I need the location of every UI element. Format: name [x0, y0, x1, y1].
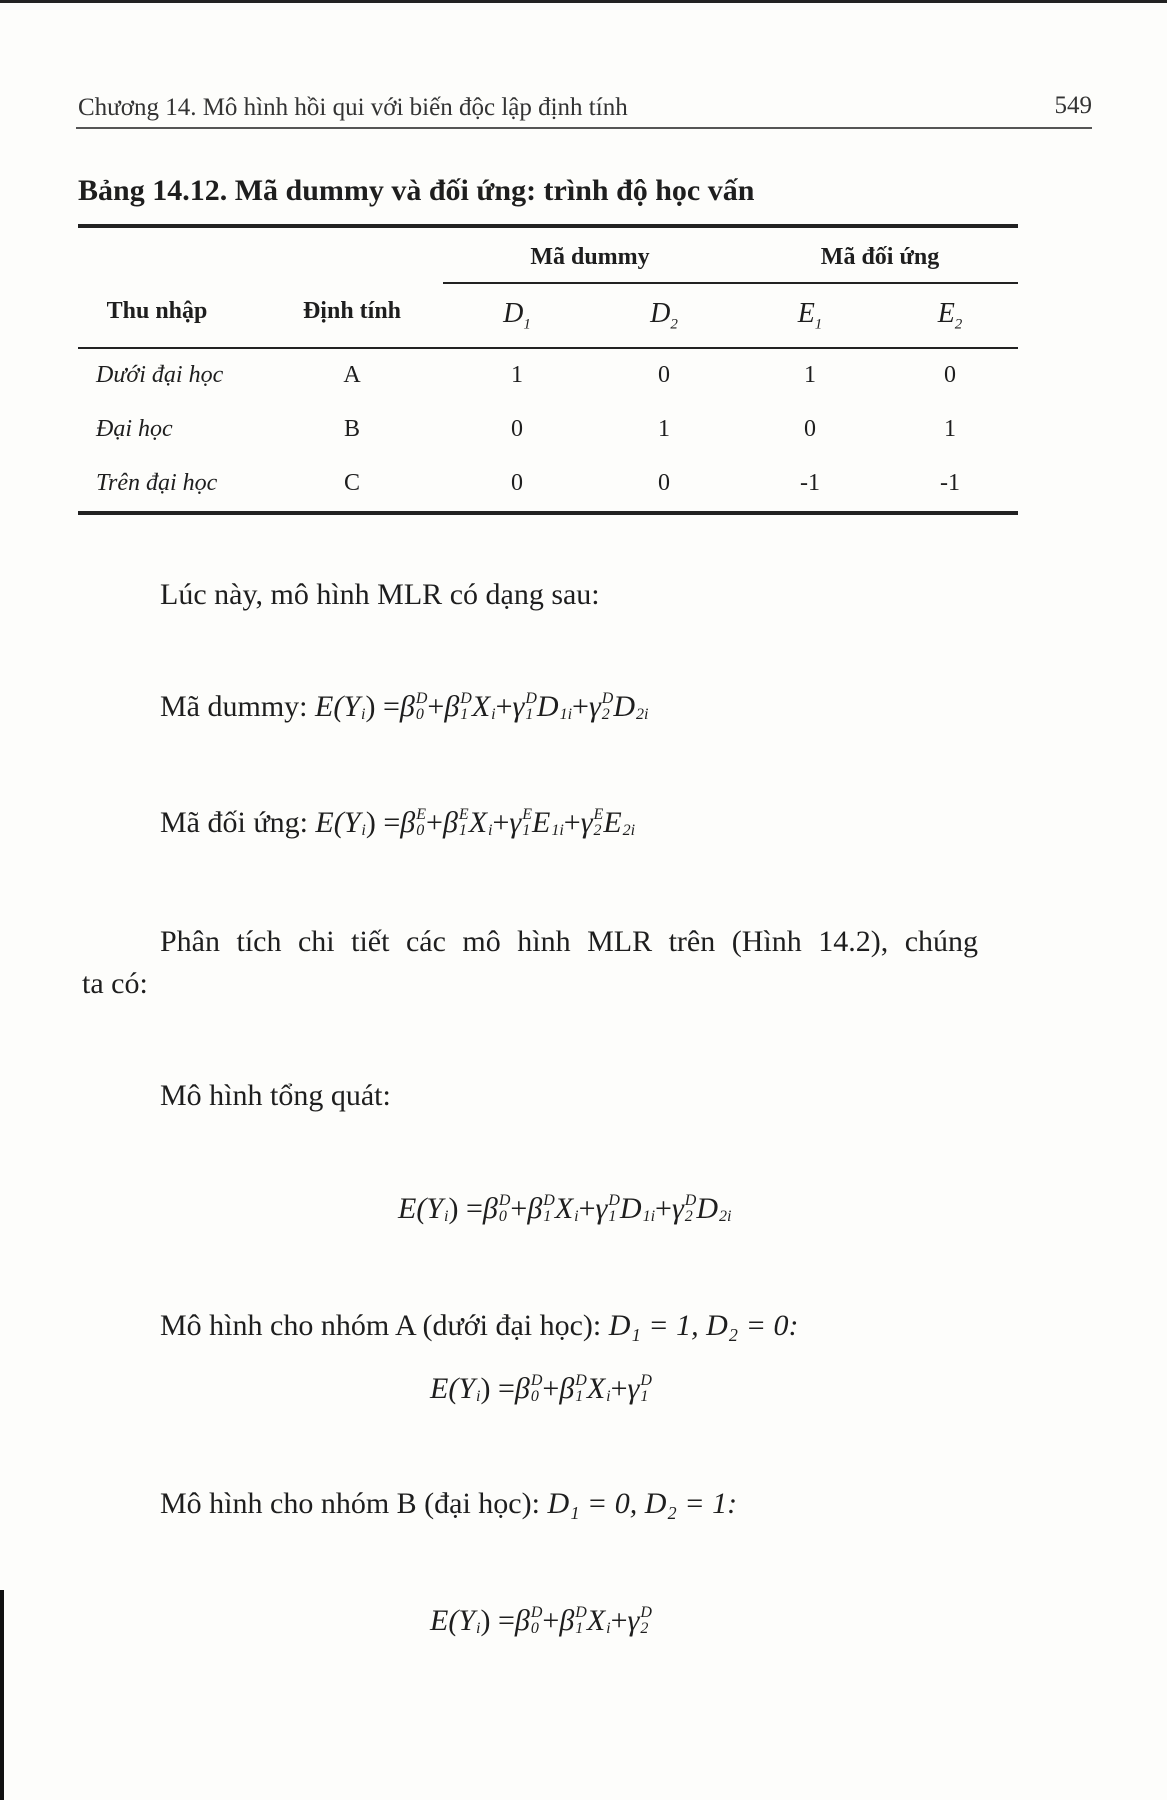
- term-base: γ: [627, 1372, 640, 1405]
- term-base: +: [426, 806, 443, 839]
- group-header-contrast: Mã đối ứng: [820, 244, 940, 270]
- table-cell: 0: [658, 470, 670, 496]
- term-base: X: [471, 690, 491, 723]
- formula-term: [515, 1372, 543, 1406]
- subscript: 1: [522, 822, 531, 839]
- term-base: E(Y: [315, 690, 360, 723]
- intro-text: Lúc này, mô hình MLR có dạng sau:: [160, 578, 600, 611]
- formula-term: [581, 806, 604, 840]
- term-base: E(Y: [430, 1372, 475, 1405]
- table-cell: 1: [511, 362, 523, 388]
- col-header-d2: $D_2$: [650, 298, 678, 333]
- term-base: γ: [595, 1192, 608, 1225]
- table-cell: -1: [940, 470, 960, 496]
- superscript: [643, 1193, 655, 1209]
- formula-term: [448, 1192, 482, 1226]
- subscript: 2i: [719, 1208, 732, 1225]
- superscript: E: [416, 806, 427, 823]
- formula-term: [555, 1192, 579, 1226]
- term-base: β: [514, 1604, 530, 1637]
- formula-term: [587, 1604, 611, 1638]
- table-top-rule: [78, 224, 1018, 228]
- superscript: [636, 691, 648, 707]
- formula-term: [444, 690, 472, 724]
- subscript: 0: [416, 822, 425, 839]
- table-bottom-rule: [78, 511, 1018, 515]
- subscript: 0: [530, 1620, 539, 1637]
- formula-term: [579, 1192, 596, 1226]
- table-cell: 0: [658, 362, 670, 388]
- superscript: D: [498, 1192, 511, 1209]
- formula-contrast: [315, 806, 635, 839]
- subscript: i: [476, 1388, 481, 1405]
- term-base: +: [427, 690, 445, 723]
- formula-term: [559, 1604, 587, 1638]
- superscript: D: [684, 1192, 697, 1209]
- term-base: +: [492, 806, 510, 839]
- formula-term: [596, 1192, 620, 1226]
- superscript: [560, 691, 572, 707]
- superscript: D: [575, 1372, 587, 1389]
- superscript: D: [415, 690, 428, 707]
- col-header-qualitative: Định tính: [302, 298, 402, 324]
- formula-dummy: [315, 690, 648, 723]
- formula-term: [427, 690, 444, 724]
- subscript: 1: [575, 1620, 584, 1637]
- formula-term: [672, 1192, 696, 1226]
- page-number: 549: [1054, 92, 1092, 119]
- formula-term: [400, 806, 426, 840]
- formula-term: [315, 806, 365, 840]
- subscript: 2: [593, 822, 602, 839]
- subscript: 1: [608, 1208, 617, 1225]
- term-base: ) =: [448, 1192, 483, 1225]
- term-base: D: [696, 1192, 719, 1225]
- term-base: +: [572, 690, 589, 723]
- formula-term: [559, 1372, 587, 1406]
- table-cell: C: [343, 470, 361, 496]
- superscript: E: [593, 806, 604, 823]
- formula-term: [366, 806, 400, 840]
- condition: D₁ = 0, D₂ = 1:: [547, 1487, 738, 1520]
- subscript: 2: [601, 706, 610, 723]
- dummy-formula-line: [160, 690, 648, 724]
- subscript: i: [361, 706, 366, 723]
- term-base: +: [563, 806, 581, 839]
- term-base: γ: [627, 1604, 640, 1637]
- term-base: γ: [512, 690, 525, 723]
- formula-term: [430, 1372, 480, 1406]
- formula-term: [537, 690, 572, 724]
- term-base: X: [586, 1604, 606, 1637]
- formula-term: [527, 1192, 555, 1226]
- formula-label: Mã dummy:: [160, 690, 315, 723]
- contrast-formula-line: [160, 806, 635, 840]
- formula-general: [398, 1192, 731, 1225]
- term-base: γ: [580, 806, 593, 839]
- subscript: 1: [543, 1208, 552, 1225]
- formula-term: [426, 806, 443, 840]
- superscript: D: [460, 690, 472, 707]
- term-base: ) =: [365, 806, 401, 839]
- formula-term: [611, 1372, 628, 1406]
- term-base: γ: [588, 690, 601, 723]
- col-header-e1: $E_1$: [797, 298, 823, 333]
- term-base: β: [400, 806, 416, 839]
- subscript: i: [444, 1208, 449, 1225]
- superscript: D: [608, 1192, 620, 1209]
- term-base: +: [578, 1192, 596, 1225]
- term-base: E: [532, 806, 551, 839]
- term-base: E(Y: [430, 1604, 475, 1637]
- condition: D₁ = 1, D₂ = 0:: [608, 1309, 799, 1342]
- formula-group-b: [430, 1604, 652, 1637]
- text: Mô hình cho nhóm B (đại học):: [160, 1487, 548, 1520]
- table-cell: 0: [804, 416, 816, 442]
- formula-term: [398, 1192, 448, 1226]
- term-base: D: [613, 690, 636, 723]
- subscript: i: [606, 1620, 611, 1637]
- subscript: 0: [530, 1388, 539, 1405]
- superscript: D: [543, 1192, 555, 1209]
- subscript: 1: [525, 706, 534, 723]
- col-header-e2: $E_2$: [937, 298, 963, 333]
- formula-term: [696, 1192, 731, 1226]
- table-cell: 0: [944, 362, 956, 388]
- term-base: β: [444, 690, 460, 723]
- formula-term: [628, 1604, 652, 1638]
- formula-term: [611, 1604, 628, 1638]
- formula-term: [589, 690, 613, 724]
- formula-term: [400, 690, 428, 724]
- term-base: ) =: [480, 1604, 515, 1637]
- superscript: D: [530, 1604, 543, 1621]
- subscript: 1: [575, 1388, 584, 1405]
- term-base: E(Y: [398, 1192, 443, 1225]
- formula-term: [510, 1192, 527, 1226]
- scan-top-edge: [0, 0, 1167, 3]
- term-base: β: [559, 1372, 575, 1405]
- table-cell: -1: [800, 470, 820, 496]
- formula-term: [480, 1604, 514, 1638]
- term-base: +: [610, 1604, 628, 1637]
- subscript: i: [361, 822, 366, 839]
- group-b-label: [160, 1487, 737, 1521]
- subscript: 2: [684, 1208, 693, 1225]
- table-cell: A: [343, 362, 361, 388]
- subscript: i: [476, 1620, 481, 1637]
- group-a-formula: [430, 1372, 652, 1406]
- term-base: +: [542, 1372, 560, 1405]
- group-header-dummy: Mã dummy: [530, 244, 650, 270]
- header-bottom-rule: [78, 347, 1018, 349]
- formula-group-a: [430, 1372, 652, 1405]
- term-base: ) =: [365, 690, 400, 723]
- term-base: +: [610, 1372, 628, 1405]
- superscript: D: [525, 690, 537, 707]
- formula-term: [572, 690, 589, 724]
- superscript: D: [575, 1604, 587, 1621]
- formula-term: [564, 806, 581, 840]
- term-base: +: [655, 1192, 672, 1225]
- formula-term: [628, 1372, 652, 1406]
- table-cell: 1: [658, 416, 670, 442]
- term-base: E(Y: [315, 806, 361, 839]
- formula-label: Mã đối ứng:: [160, 806, 316, 839]
- formula-term: [480, 1372, 514, 1406]
- term-base: γ: [671, 1192, 684, 1225]
- table-caption: Bảng 14.12. Mã dummy và đối ứng: trình độ học vấn: [78, 174, 755, 207]
- col-header-d1: $D_1$: [503, 298, 531, 333]
- superscript: E: [522, 806, 532, 823]
- subscript: i: [491, 706, 496, 723]
- formula-term: [613, 690, 648, 724]
- term-base: β: [514, 1372, 530, 1405]
- subscript: 0: [498, 1208, 507, 1225]
- term-base: β: [559, 1604, 575, 1637]
- subscript: 2i: [622, 822, 636, 839]
- subscript: 2i: [636, 706, 649, 723]
- formula-term: [515, 1604, 543, 1638]
- superscript: D: [640, 1372, 652, 1389]
- subscript: 1i: [559, 706, 573, 723]
- table-cell: Dưới đại học: [96, 362, 224, 388]
- table-cell: Trên đại học: [96, 470, 218, 496]
- subscript: 1: [460, 706, 469, 723]
- table-cell: Đại học: [96, 416, 173, 442]
- header-rule: [76, 127, 1092, 129]
- subscript: i: [488, 822, 493, 839]
- superscript: [623, 807, 635, 823]
- general-model-label: Mô hình tổng quát:: [160, 1079, 391, 1112]
- subscript: i: [574, 1208, 579, 1225]
- text: Phân tích chi tiết các mô hình MLR trên (Hình 14.2), chúng: [160, 925, 979, 958]
- formula-term: [472, 690, 496, 724]
- formula-term: [496, 690, 513, 724]
- formula-term: [509, 806, 532, 840]
- table-cell: 1: [944, 416, 956, 442]
- formula-term: [492, 806, 509, 840]
- group-a-label: [160, 1309, 798, 1343]
- group-b-formula: [430, 1604, 652, 1638]
- formula-term: [443, 806, 469, 840]
- text: Mô hình cho nhóm A (dưới đại học):: [160, 1309, 609, 1342]
- formula-term: [542, 1604, 559, 1638]
- general-formula: [398, 1192, 731, 1226]
- formula-term: [587, 1372, 611, 1406]
- subscript: 1i: [551, 822, 564, 839]
- table-cell: 1: [804, 362, 816, 388]
- analysis-paragraph-line2: ta có:: [82, 967, 148, 1000]
- term-base: +: [510, 1192, 528, 1225]
- subscript: 2: [640, 1620, 649, 1637]
- superscript: [719, 1193, 731, 1209]
- subscript: i: [606, 1388, 611, 1405]
- formula-term: [469, 806, 493, 840]
- col-header-income: Thu nhập: [106, 298, 208, 324]
- superscript: E: [458, 806, 469, 823]
- term-base: β: [399, 690, 415, 723]
- subscript: 1i: [642, 1208, 656, 1225]
- term-base: D: [619, 1192, 642, 1225]
- term-base: β: [442, 806, 458, 839]
- term-base: D: [536, 690, 559, 723]
- superscript: [551, 807, 563, 823]
- subscript: 1: [640, 1388, 649, 1405]
- formula-term: [603, 806, 635, 840]
- term-base: +: [495, 690, 513, 723]
- analysis-paragraph-line1: [160, 925, 1092, 959]
- formula-term: [483, 1192, 511, 1226]
- formula-term: [655, 1192, 672, 1226]
- running-header: Chương 14. Mô hình hồi qui với biến độc lập định tính: [78, 94, 628, 121]
- term-base: β: [482, 1192, 498, 1225]
- formula-term: [513, 690, 537, 724]
- superscript: D: [640, 1604, 652, 1621]
- table-cell: 0: [511, 416, 523, 442]
- table-cell: B: [343, 416, 361, 442]
- term-base: X: [468, 806, 488, 839]
- subscript: 1: [458, 822, 467, 839]
- formula-term: [532, 806, 564, 840]
- superscript: D: [601, 690, 614, 707]
- term-base: X: [586, 1372, 606, 1405]
- subscript: 0: [415, 706, 424, 723]
- scan-left-edge: [0, 1590, 4, 1800]
- term-base: ) =: [480, 1372, 515, 1405]
- term-base: X: [554, 1192, 574, 1225]
- formula-term: [620, 1192, 655, 1226]
- formula-term: [315, 690, 365, 724]
- term-base: E: [603, 806, 622, 839]
- superscript: D: [530, 1372, 543, 1389]
- group-rule: [443, 282, 1018, 284]
- formula-term: [430, 1604, 480, 1638]
- formula-term: [542, 1372, 559, 1406]
- term-base: +: [542, 1604, 560, 1637]
- term-base: β: [527, 1192, 543, 1225]
- term-base: γ: [509, 806, 522, 839]
- formula-term: [365, 690, 399, 724]
- table-cell: 0: [511, 470, 523, 496]
